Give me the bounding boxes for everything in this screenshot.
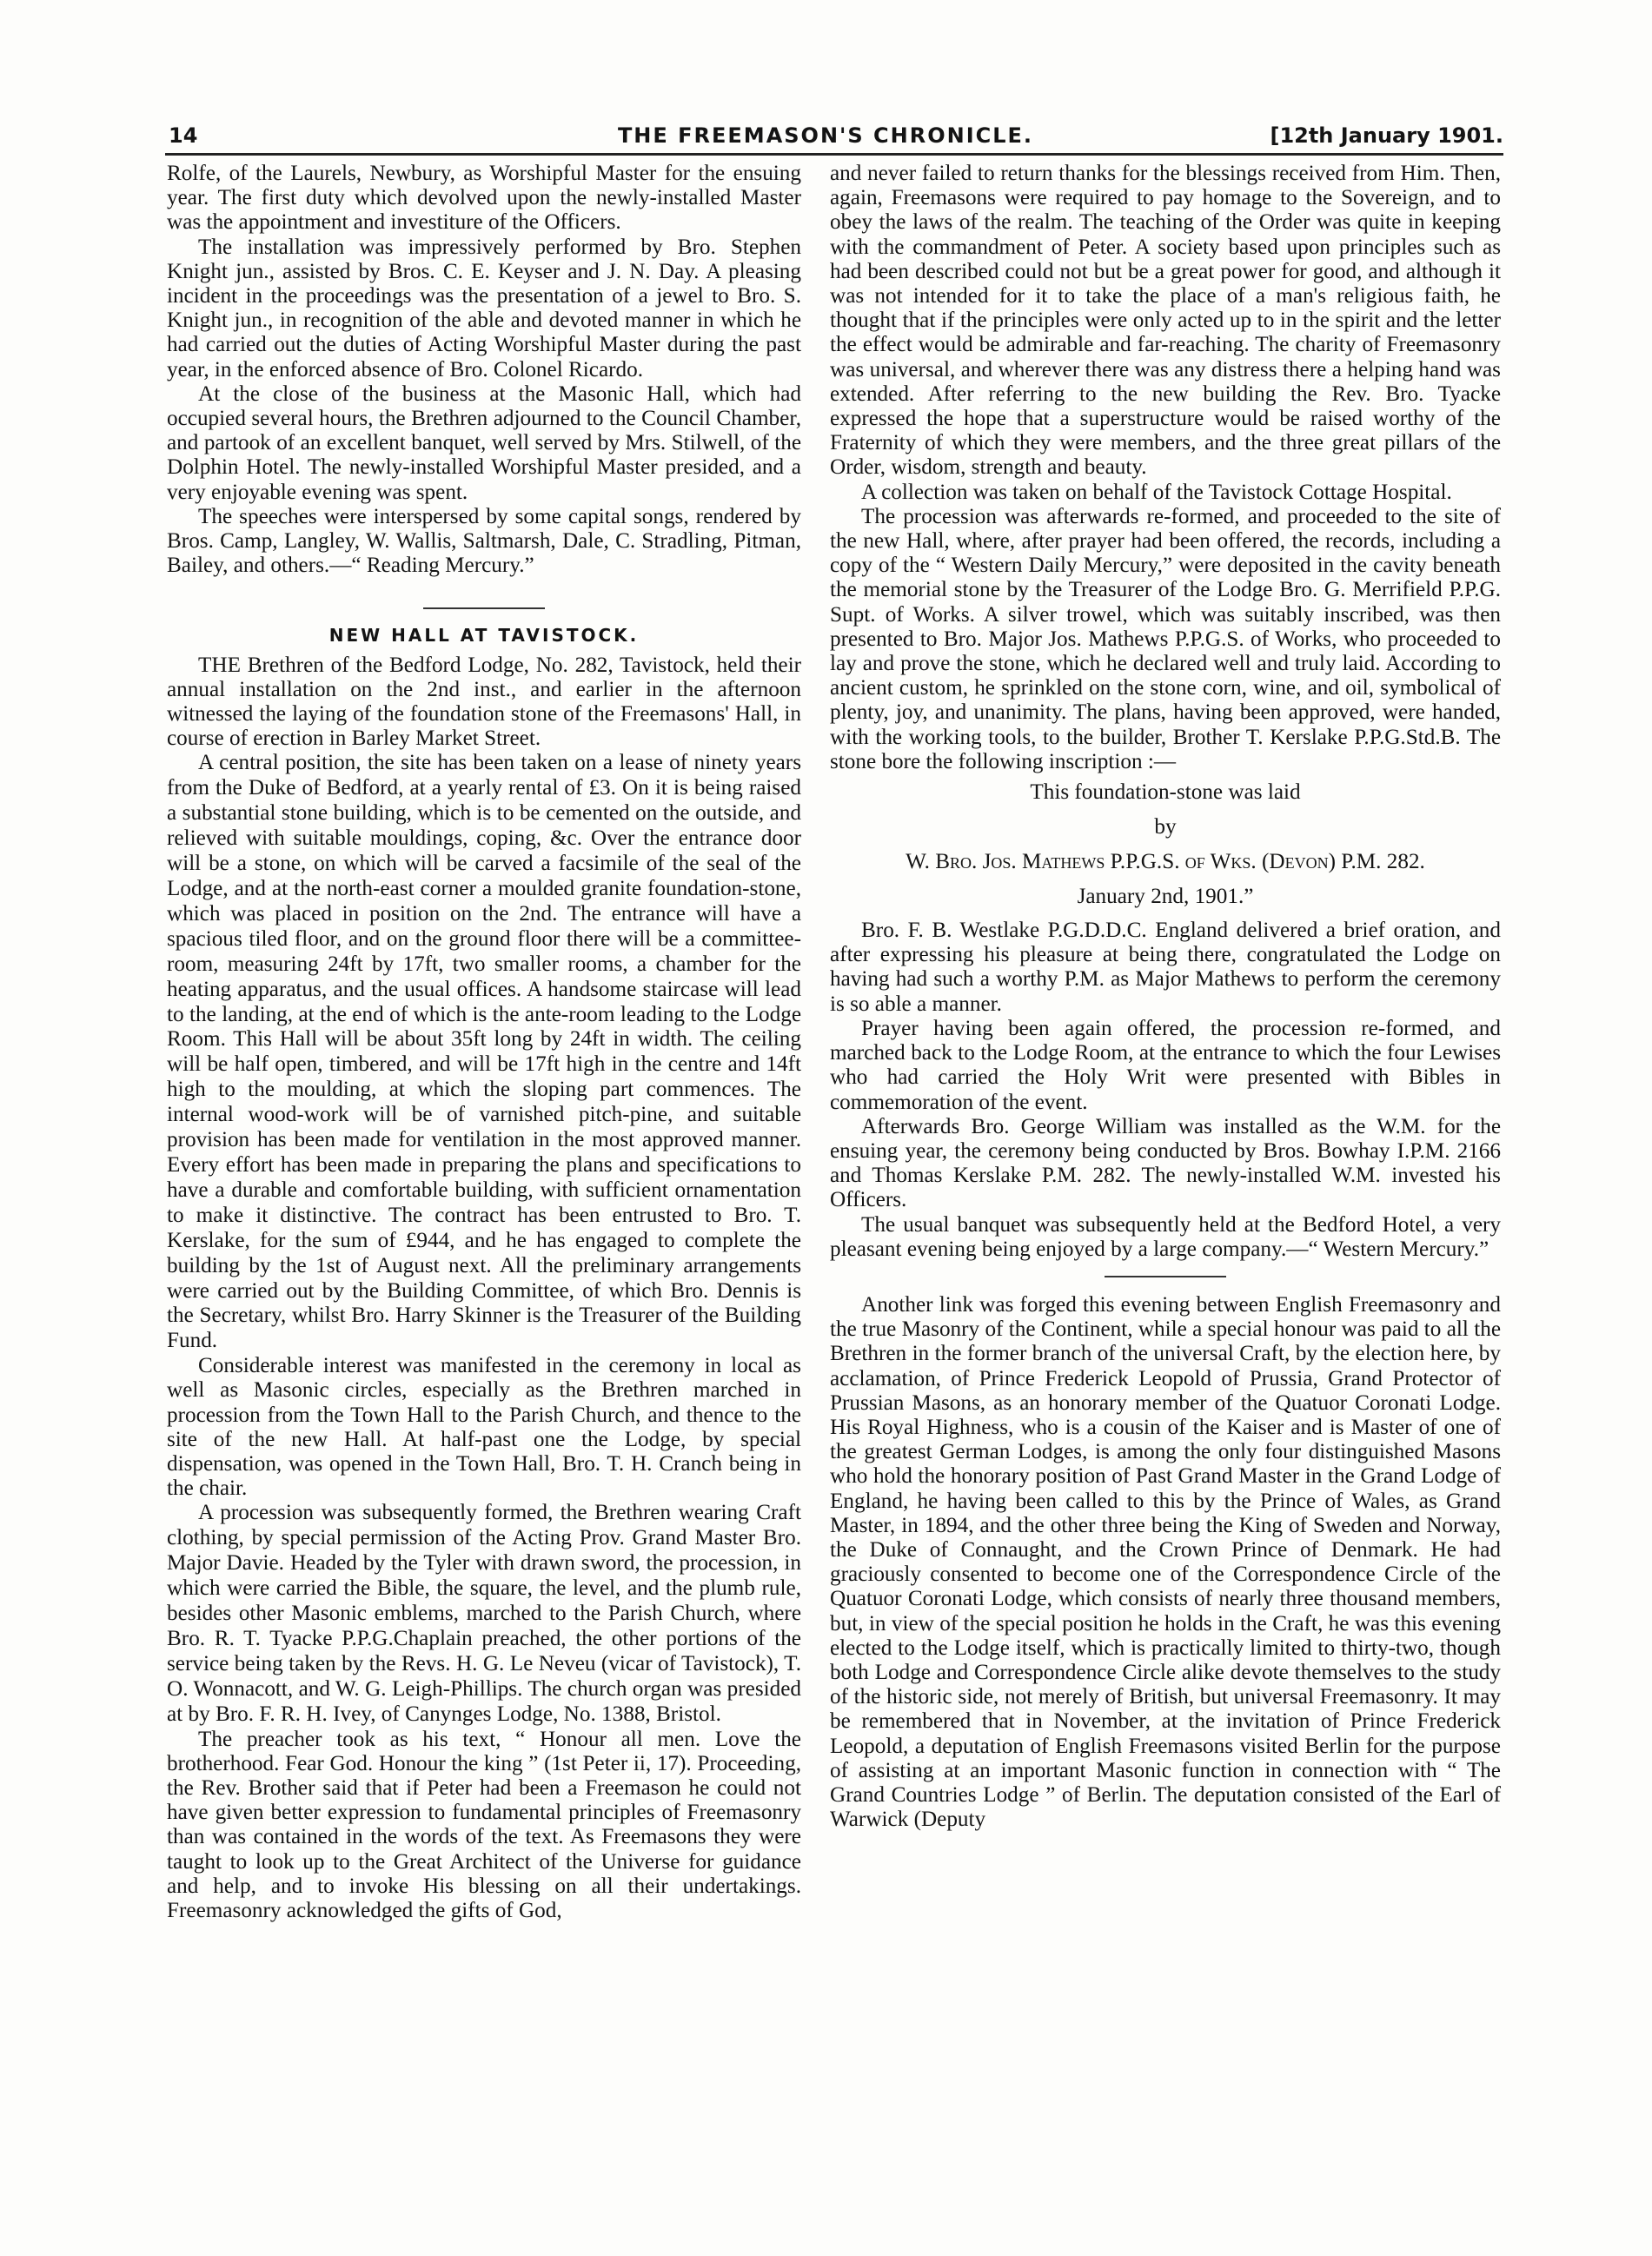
- paragraph: A central position, the site has been taken on a lease of ninety years from the Duke of Bedford, at a yearly rental of £3. On it is being raised a substantial stone building, which is to be cemented on the outside, and relieved with suitable mouldings, coping, &c. Over the entrance door will be a stone, on which will be carved a facsimile of the seal of the Lodge, and at the north-east corner a moulded granite foundation-stone, which was placed in position on the 2nd. The entrance will have a spacious tiled floor, and on the ground floor there will be a committee-room, measuring 24ft by 17ft, two smaller rooms, a chamber for the heating apparatus, and the usual offices. A handsome staircase will lead to the landing, at the end of which is the ante-room leading to the Lodge Room. This Hall will be about 35ft long by 24ft in width. The ceiling will be half open, timbered, and will be 17ft high in the centre and 14ft high to the moulding, at which the sloping part commences. The internal wood-work will be of varnished pitch-pine, and suitable provision has been made for ventilation in the most approved manner. Every effort has been made in preparing the plans and specifications to have a durable and comfortable building, with sufficient ornamentation to make it distinctive. The contract has been entrusted to Bro. T. Kerslake, for the sum of £944, and he has engaged to complete the building by the 1st of August next. All the preliminary arrangements were carried out by the Building Committee, of which Bro. Dennis is the Secretary, whilst Bro. Harry Skinner is the Treasurer of the Building Fund.: [167, 751, 801, 1353]
- inscription-line: This foundation-stone was laid: [1030, 780, 1301, 805]
- article-heading: NEW HALL AT TAVISTOCK.: [328, 625, 640, 647]
- paragraph: The speeches were interspersed by some capital songs, rendered by Bros. Camp, Langley, W. Wallis, Saltmarsh, Dale, C. Stradling, Pitman, Bailey, and others.—“ Reading Mercury.”: [167, 504, 801, 578]
- inscription: [830, 780, 1501, 910]
- paragraph: and never failed to return thanks for the blessings received from Him. Then, again, Freemasons were required to pay homage to the Sovereign, and to obey the laws of the realm. The teaching of the Order was quite in keeping with the commandment of Peter. A society based upon principles such as had been described could not but be a great power for good, and although it was not intended for it to take the place of a man's religious faith, he thought that if the principles were only acted up to in the spirit and the letter the effect would be admirable and far-reaching. The charity of Freemasonry was universal, and wherever there was any distress there a helping hand was extended. After referring to the new building the Rev. Bro. Tyacke expressed the hope that a superstructure would be raised worthy of the Fraternity of which they were members, and the three great pillars of the Order, wisdom, strength and beauty.: [830, 162, 1501, 480]
- paragraph: The usual banquet was subsequently held at the Bedford Hotel, a very pleasant evening being enjoyed by a large company.—“ Western Mercury.”: [830, 1212, 1501, 1261]
- paragraph: A collection was taken on behalf of the Tavistock Cottage Hospital.: [861, 480, 1452, 504]
- paragraph: At the close of the business at the Masonic Hall, which had occupied several hours, the Brethren adjourned to the Council Chamber, and partook of an excellent banquet, well served by Mrs. Stilwell, of the Dolphin Hotel. The newly-installed Worshipful Master presided, and a very enjoyable evening was spent.: [167, 382, 801, 504]
- paragraph: Bro. F. B. Westlake P.G.D.D.C. England delivered a brief oration, and after expressing his pleasure at being there, congratulated the Lodge on having had such a worthy P.M. as Major Mathews to perform the ceremony is so able a manner.: [830, 919, 1501, 1016]
- page-header: [148, 120, 1503, 151]
- paragraph: A procession was subsequently formed, the Brethren wearing Craft clothing, by special permission of the Acting Prov. Grand Master Bro. Major Davie. Headed by the Tyler with drawn sword, the procession, in which were carried the Bible, the square, the level, and the plumb rule, besides other Masonic emblems, marched to the Parish Church, where Bro. R. T. Tyacke P.P.G.Chaplain preached, the other portions of the service being taken by the Revs. H. G. Le Neveu (vicar of Tavistock), T. O. Wonnacott, and W. G. Leigh-Phillips. The church organ was presided at by Bro. F. R. H. Ivey, of Canynges Lodge, No. 1388, Bristol.: [167, 1501, 801, 1726]
- section-separator: [423, 607, 545, 609]
- inscription-line: W. Bro. Jos. Mathews P.P.G.S. of Wks. (Devon) P.M. 282.: [906, 850, 1425, 874]
- paragraph: The preacher took as his text, “ Honour all men. Love the brotherhood. Fear God. Honour the king ” (1st Peter ii, 17). Proceeding, the Rev. Brother said that if Peter had been a Freemason he could not have given better expression to fundamental principles of Freemasonry than was contained in the words of the text. As Freemasons they were taught to look up to the Great Architect of the Universe for guidance and help, and to invoke His blessing on all their undertakings. Freemasonry acknowledged the gifts of God,: [167, 1727, 801, 1923]
- paragraph: Prayer having been again offered, the procession re-formed, and marched back to the Lodge Room, at the entrance to which the four Lewises who had carried the Holy Writ were presented with Bibles in commemoration of the event.: [830, 1016, 1501, 1114]
- inscription-line: January 2nd, 1901.”: [1077, 885, 1254, 909]
- issue-date: [12th January 1901.: [1270, 123, 1503, 148]
- left-column: [167, 162, 801, 1923]
- paragraph: Afterwards Bro. George William was installed as the W.M. for the ensuing year, the ceremony being conducted by Bros. Bowhay I.P.M. 2166 and Thomas Kerslake P.M. 282. The newly-installed W.M. invested his Officers.: [830, 1114, 1501, 1212]
- publication-title: THE FREEMASON'S CHRONICLE.: [617, 123, 1034, 148]
- section-separator: [1105, 1276, 1226, 1277]
- page-number: 14: [169, 123, 198, 148]
- paragraph: Rolfe, of the Laurels, Newbury, as Worshipful Master for the ensuing year. The first duty which devolved upon the newly-installed Master was the appointment and investiture of the Officers.: [167, 162, 801, 235]
- paragraph: Another link was forged this evening between English Freemasonry and the true Masonry of the Continent, while a special honour was paid to all the Brethren in the former branch of the universal Craft, by the election here, by acclamation, of Prince Frederick Leopold of Prussia, Grand Protector of Prussian Masons, as an honorary member of the Quatuor Coronati Lodge. His Royal Highness, who is a cousin of the Kaiser and is Master of one of the greatest German Lodges, is among the only four distinguished Masons who hold the honorary position of Past Grand Master in the Grand Lodge of England, he having been called to this by the Prince of Wales, as Grand Master, in 1894, and the other three being the King of Sweden and Norway, the Duke of Connaught, and the Crown Prince of Denmark. He had graciously consented to become one of the Correspondence Circle of the Quatuor Coronati Lodge, which consists of nearly three thousand members, but, in view of the special position he holds in the Craft, he was this evening elected to the Lodge itself, which is practically limited to thirty-two, though both Lodge and Correspondence Circle alike devote themselves to the study of the historic side, not merely of British, but universal Freemasonry. It may be remembered that in November, at the invitation of Prince Frederick Leopold, a deputation of English Freemasons visited Berlin for the purpose of assisting at an important Masonic function in connection with “ The Grand Countries Lodge ” of Berlin. The deputation consisted of the Earl of Warwick (Deputy: [830, 1292, 1501, 1832]
- paragraph: THE Brethren of the Bedford Lodge, No. 282, Tavistock, held their annual installation on the 2nd inst., and earlier in the afternoon witnessed the laying of the foundation stone of the Freemasons' Hall, in course of erection in Barley Market Street.: [167, 653, 801, 751]
- paragraph: The installation was impressively performed by Bro. Stephen Knight jun., assisted by Bros. C. E. Keyser and J. N. Day. A pleasing incident in the proceedings was the presentation of a jewel to Bro. S. Knight jun., in recognition of the able and devoted manner in which he had carried out the duties of Acting Worshipful Master during the past year, in the enforced absence of Bro. Colonel Ricardo.: [167, 235, 801, 382]
- paragraph: The procession was afterwards re-formed, and proceeded to the site of the new Hall, where, after prayer had been offered, the records, including a copy of the “ Western Daily Mercury,” were deposited in the cavity beneath the memorial stone by the Treasurer of the Lodge Bro. G. Merrifield P.P.G. Supt. of Works. A silver trowel, which was suitably inscribed, was then presented to Bro. Major Jos. Mathews P.P.G.S. of Works, who proceeded to lay and prove the stone, which he declared well and truly laid. According to ancient custom, he sprinkled on the stone corn, wine, and oil, symbolical of plenty, joy, and unanimity. The plans, having been approved, were handed, with the working tools, to the builder, Brother T. Kerslake P.P.G.Std.B. The stone bore the following inscription :—: [830, 504, 1501, 773]
- right-column: [830, 162, 1501, 1832]
- paragraph: Considerable interest was manifested in the ceremony in local as well as Masonic circles, especially as the Brethren marched in procession from the Town Hall to the Parish Church, and thence to the site of the new Hall. At half-past one the Lodge, by special dispensation, was opened in the Town Hall, Bro. T. H. Cranch being in the chair.: [167, 1354, 801, 1501]
- inscription-line: by: [1154, 815, 1177, 839]
- header-rule: [165, 153, 1503, 156]
